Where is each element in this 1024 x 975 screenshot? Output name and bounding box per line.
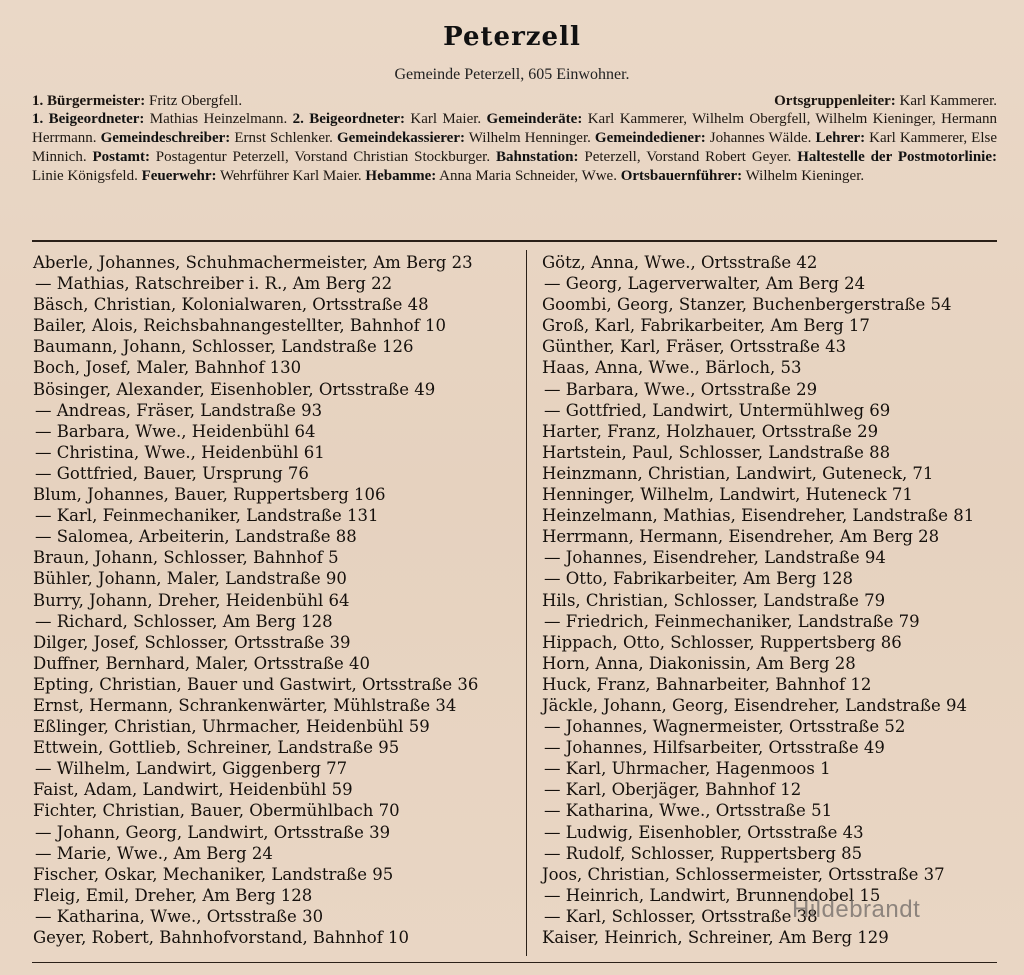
mayor-value: Fritz Obergfell.: [145, 93, 243, 109]
resident-entry: — Marie, Wwe., Am Berg 24: [35, 843, 273, 863]
resident-entry: — Katharina, Wwe., Ortsstraße 51: [544, 801, 833, 821]
watermark-text: Hildebrandt: [792, 896, 921, 923]
resident-entry: Blum, Johannes, Bauer, Ruppertsberg 106: [33, 485, 386, 505]
residents-column-right: [542, 252, 1012, 948]
official-label: Hebamme:: [365, 168, 437, 184]
official-value: Ernst Schlenker.: [230, 130, 337, 146]
resident-entry: Günther, Karl, Fräser, Ortsstraße 43: [542, 337, 847, 357]
official-label: Gemeindediener:: [594, 130, 706, 146]
official-value: Mathias Heinzelmann.: [144, 111, 293, 127]
resident-entry: Herrmann, Hermann, Eisendreher, Am Berg 28: [542, 527, 940, 547]
resident-entry: Burry, Johann, Dreher, Heidenbühl 64: [33, 590, 350, 610]
official-label: Gemeindekassierer:: [336, 130, 465, 146]
resident-entry: — Mathias, Ratschreiber i. R., Am Berg 22: [35, 274, 393, 294]
officials-paragraph: [32, 110, 997, 186]
official-value: Karl Maier.: [405, 111, 487, 127]
resident-entry: — Gottfried, Landwirt, Untermühlweg 69: [544, 400, 891, 420]
resident-entry: Horn, Anna, Diakonissin, Am Berg 28: [542, 653, 856, 673]
resident-entry: — Karl, Oberjäger, Bahnhof 12: [544, 780, 802, 800]
resident-entry: Dilger, Josef, Schlosser, Ortsstraße 39: [33, 632, 351, 652]
resident-entry: Duffner, Bernhard, Maler, Ortsstraße 40: [33, 653, 371, 673]
resident-entry: — Katharina, Wwe., Ortsstraße 30: [35, 906, 324, 926]
official-value: Wilhelm Henninger.: [464, 130, 595, 146]
resident-entry: Bailer, Alois, Reichsbahnangestellter, Bahnhof 10: [33, 316, 446, 336]
resident-entry: Groß, Karl, Fabrikarbeiter, Am Berg 17: [542, 316, 870, 336]
resident-entry: — Johannes, Eisendreher, Landstraße 94: [544, 548, 886, 568]
mayor-line: [32, 92, 242, 111]
official-value: Anna Maria Schneider, Wwe.: [436, 168, 621, 184]
resident-entry: Fichter, Christian, Bauer, Obermühlbach 70: [33, 801, 400, 821]
resident-entry: Heinzelmann, Mathias, Eisendreher, Landstraße 81: [542, 506, 975, 526]
resident-entry: — Johannes, Wagnermeister, Ortsstraße 52: [544, 717, 906, 737]
resident-entry: Hippach, Otto, Schlosser, Ruppertsberg 86: [542, 632, 902, 652]
resident-entry: Faist, Adam, Landwirt, Heidenbühl 59: [33, 780, 353, 800]
official-label: Haltestelle der Postmotorlinie:: [797, 149, 997, 165]
resident-entry: Braun, Johann, Schlosser, Bahnhof 5: [33, 548, 339, 568]
official-value: Johannes Wälde.: [705, 130, 816, 146]
resident-entry: — Karl, Schlosser, Ortsstraße 38: [544, 906, 818, 926]
resident-entry: Geyer, Robert, Bahnhofvorstand, Bahnhof 10: [33, 928, 410, 947]
resident-entry: Götz, Anna, Wwe., Ortsstraße 42: [542, 253, 818, 272]
resident-entry: — Georg, Lagerverwalter, Am Berg 24: [544, 274, 866, 294]
resident-entry: — Heinrich, Landwirt, Brunnendobel 15: [544, 885, 881, 905]
resident-entry: — Gottfried, Bauer, Ursprung 76: [35, 463, 309, 483]
resident-entry: — Friedrich, Feinmechaniker, Landstraße 79: [544, 611, 920, 631]
official-value: Linie Königsfeld.: [32, 168, 142, 184]
resident-entry: — Salomea, Arbeiterin, Landstraße 88: [35, 527, 357, 547]
resident-entry: Epting, Christian, Bauer und Gastwirt, Ortsstraße 36: [33, 674, 479, 694]
resident-entry: Kaiser, Heinrich, Schreiner, Am Berg 129: [542, 928, 889, 947]
resident-entry: Henninger, Wilhelm, Landwirt, Huteneck 71: [542, 485, 913, 505]
municipality-subtitle: Gemeinde Peterzell, 605 Einwohner.: [394, 66, 630, 83]
official-label: Feuerwehr:: [141, 168, 217, 184]
column-divider: [526, 250, 527, 956]
resident-entry: Harter, Franz, Holzhauer, Ortsstraße 29: [542, 421, 879, 441]
resident-entry: Bühler, Johann, Maler, Landstraße 90: [33, 569, 347, 589]
resident-entry: Boch, Josef, Maler, Bahnhof 130: [33, 358, 302, 378]
resident-entry: Jäckle, Johann, Georg, Eisendreher, Landstraße 94: [542, 695, 967, 715]
resident-entry: Joos, Christian, Schlossermeister, Ortsstraße 37: [542, 864, 945, 884]
residents-column-left: [33, 252, 521, 948]
official-label: Ortsbauernführer:: [620, 168, 743, 184]
official-label: Lehrer:: [815, 130, 866, 146]
resident-entry: Hils, Christian, Schlosser, Landstraße 79: [542, 590, 886, 610]
group-leader-value: Karl Kammerer.: [895, 93, 997, 109]
resident-entry: Fleig, Emil, Dreher, Am Berg 128: [33, 885, 313, 905]
official-value: Peterzell, Vorstand Robert Geyer.: [578, 149, 798, 165]
resident-entry: — Wilhelm, Landwirt, Giggenberg 77: [35, 759, 348, 779]
resident-entry: — Johann, Georg, Landwirt, Ortsstraße 39: [35, 822, 391, 842]
official-label: Postamt:: [92, 149, 150, 165]
resident-entry: Eßlinger, Christian, Uhrmacher, Heidenbühl 59: [33, 717, 430, 737]
official-label: Bahnstation:: [495, 149, 579, 165]
mayor-label: 1. Bürgermeister:: [32, 93, 146, 109]
resident-entry: — Karl, Uhrmacher, Hagenmoos 1: [544, 759, 831, 779]
resident-entry: Goombi, Georg, Stanzer, Buchenbergerstraße 54: [542, 295, 952, 315]
resident-entry: Aberle, Johannes, Schuhmachermeister, Am Berg 23: [33, 253, 473, 272]
official-value: Karl Kammerer, Else Minnich.: [32, 130, 997, 165]
resident-entry: — Andreas, Fräser, Landstraße 93: [35, 400, 323, 420]
group-leader-line: [774, 92, 997, 111]
resident-entry: Baumann, Johann, Schlosser, Landstraße 126: [33, 337, 414, 357]
resident-entry: Huck, Franz, Bahnarbeiter, Bahnhof 12: [542, 674, 872, 694]
resident-entry: Hartstein, Paul, Schlosser, Landstraße 88: [542, 442, 891, 462]
resident-entry: Ernst, Hermann, Schrankenwärter, Mühlstraße 34: [33, 695, 457, 715]
resident-entry: — Ludwig, Eisenhobler, Ortsstraße 43: [544, 822, 864, 842]
resident-entry: — Barbara, Wwe., Heidenbühl 64: [35, 421, 316, 441]
official-value: Wilhelm Kieninger.: [742, 168, 865, 184]
resident-entry: Heinzmann, Christian, Landwirt, Guteneck, 71: [542, 463, 934, 483]
official-value: Postagentur Peterzell, Vorstand Christian Stockburger.: [149, 149, 496, 165]
resident-entry: Bösinger, Alexander, Eisenhobler, Ortsstraße 49: [33, 379, 436, 399]
section-divider-bottom: [32, 962, 997, 963]
official-label: Gemeinderäte:: [486, 111, 583, 127]
resident-entry: — Rudolf, Schlosser, Ruppertsberg 85: [544, 843, 863, 863]
group-leader-label: Ortsgruppenleiter:: [774, 93, 896, 109]
resident-entry: Haas, Anna, Wwe., Bärloch, 53: [542, 358, 802, 378]
resident-entry: Fischer, Oskar, Mechaniker, Landstraße 95: [33, 864, 394, 884]
header-row: [32, 92, 997, 111]
resident-entry: — Barbara, Wwe., Ortsstraße 29: [544, 379, 818, 399]
official-label: 1. Beigeordneter:: [32, 111, 145, 127]
resident-entry: — Johannes, Hilfsarbeiter, Ortsstraße 49: [544, 738, 885, 758]
page-title: Peterzell: [443, 22, 581, 52]
section-divider-top: [32, 240, 997, 242]
resident-entry: — Christina, Wwe., Heidenbühl 61: [35, 442, 325, 462]
resident-entry: — Otto, Fabrikarbeiter, Am Berg 128: [544, 569, 854, 589]
official-label: 2. Beigeordneter:: [292, 111, 406, 127]
resident-entry: Bäsch, Christian, Kolonialwaren, Ortsstraße 48: [33, 295, 429, 315]
official-label: Gemeindeschreiber:: [100, 130, 231, 146]
resident-entry: Ettwein, Gottlieb, Schreiner, Landstraße 95: [33, 738, 400, 758]
resident-entry: — Richard, Schlosser, Am Berg 128: [35, 611, 333, 631]
official-value: Wehrführer Karl Maier.: [216, 168, 366, 184]
resident-entry: — Karl, Feinmechaniker, Landstraße 131: [35, 506, 379, 526]
official-value: Karl Kammerer, Wilhelm Obergfell, Wilhelm Kieninger, Hermann Herrmann.: [32, 111, 997, 146]
